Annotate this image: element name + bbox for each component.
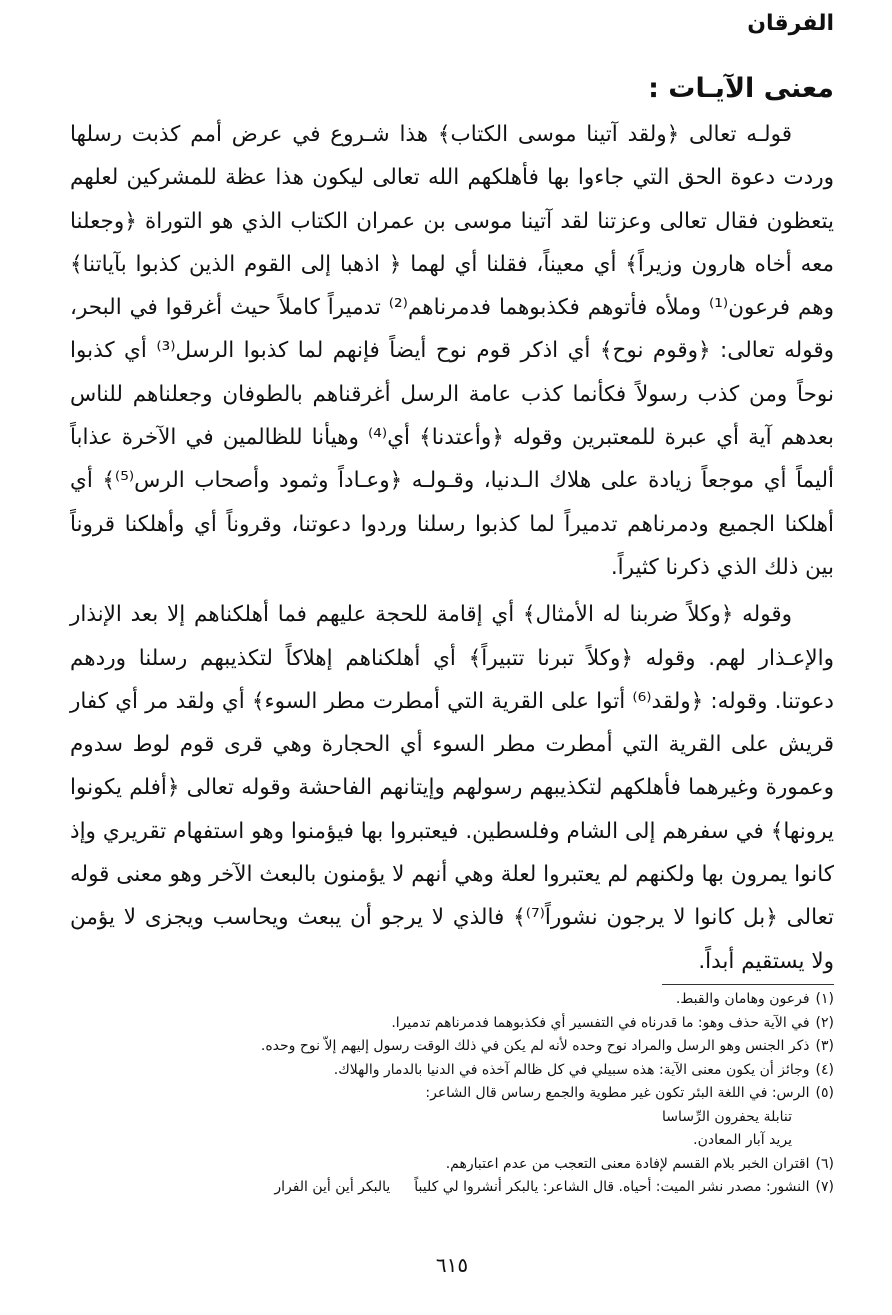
footnote-number: (٦): [815, 1155, 834, 1172]
footnote-text-end: يالبكر أين أين الفرار: [274, 1179, 391, 1195]
footnote-text: اقتران الخبر بلام القسم لإفادة معنى التعجب من عدم اعتبارهم.: [445, 1155, 810, 1172]
footnote-number: (٤): [815, 1061, 834, 1078]
footnote: [70, 1153, 834, 1177]
footnote-number: (٥): [815, 1085, 834, 1101]
footnote: [70, 1176, 834, 1200]
footnote-text: الرس: في اللغة البئر تكون غير مطوية والجمع رساس قال الشاعر:: [425, 1085, 810, 1101]
running-head: الفرقان: [747, 11, 834, 36]
footnote-number: (٢): [815, 1014, 834, 1031]
footnote-text: النشور: مصدر نشر الميت: أحياه. قال الشاعر: يالبكر أنشروا لي كليباً: [414, 1179, 810, 1195]
footnote-text: في الآية حذف وهو: ما قدرناه في التفسير أي فكذبوهما فدمرناهم تدميرا.: [391, 1014, 810, 1031]
paragraph: وقوله ﴿وكلاً ضربنا له الأمثال﴾ أي إقامة للحجة عليهم فما أهلكناهم إلا بعد الإنذار والإعـذار لهم. وقوله ﴿وكلاً تبرنا تتبيراً﴾ أي أهلكناهم إهلاكاً لتكذيبهم رسلنا وردهم دعوتنا. وقوله: ﴿ولقد⁽⁶⁾ أتوا على القرية التي أمطرت مطر السوء﴾ أي ولقد مر أي كفار قريش على القرية التي أمطرت مطر السوء أي الحجارة وهي قرى قوم لوط سدوم وعمورة وغيرهما فأهلكهم لتكذيبهم رسولهم وإيتانهم الفاحشة وقوله تعالى ﴿أفلم يكونوا يرونها﴾ في سفرهم إلى الشام وفلسطين. فيعتبروا بها فيؤمنوا وهو استفهام تقريري وإذ كانوا يمرون بها ولكنهم لم يعتبروا لعلة وهي أنهم لا يؤمنون بالبعث الآخر وهو معنى قوله تعالى ﴿بل كانوا لا يرجون نشوراً⁽⁷⁾﴾ فالذي لا يرجو أن يبعث ويحاسب ويجزى لا يؤمن ولا يستقيم أبداً.: [70, 602, 835, 974]
footnote: [70, 1059, 834, 1083]
body-text: [70, 113, 834, 983]
poem-line: تنابلة يحفرون الرِّساسا: [662, 1108, 792, 1125]
footnote-number: (٣): [815, 1038, 834, 1054]
footnote-text: فرعون وهامان والقبط.: [675, 991, 810, 1007]
footnotes: [70, 988, 834, 1200]
footnote-number: (١): [815, 991, 834, 1007]
paragraph: قولـه تعالى ﴿ولقد آتينا موسى الكتاب﴾ هذا شـروع في عرض أمم كذبت رسلها وردت دعوة الحق التي جاءوا بها فأهلكهم الله تعالى ليكون هذا عظة للمشركين لعلهم يتعظون فقال تعالى وعزتنا لقد آتينا موسى بن عمران الكتاب الذي هو التوراة ﴿وجعلنا معه أخاه هارون وزيراً﴾ أي معيناً، فقلنا أي لهما ﴿ اذهبا إلى القوم الذين كذبوا بآياتنا﴾ وهم فرعون⁽¹⁾ وملأه فأتوهم فكذبوهما فدمرناهم⁽²⁾ تدميراً كاملاً حيث أغرقوا في البحر، وقوله تعالى: ﴿وقوم نوح﴾ أي اذكر قوم نوح أيضاً فإنهم لما كذبوا الرسل⁽³⁾ أي كذبوا نوحاً ومن كذب رسولاً فكأنما كذب عامة الرسل أغرقناهم بالطوفان وجعلناهم للناس بعدهم آية أي عبرة للمعتبرين وقوله ﴿وأعتدنا﴾ أي⁽⁴⁾ وهيأنا للظالمين في الآخرة عذاباً أليماً أي موجعاً زيادة على هلاك الـدنيا، وقـولـه ﴿وعـاداً وثمود وأصحاب الرس⁽⁵⁾﴾ أي أهلكنا الجميع ودمرناهم تدميراً لما كذبوا رسلنا وردوا دعوتنا، وقروناً أي وأهلكنا قروناً بين ذلك الذي ذكرنا كثيراً.: [70, 122, 834, 580]
footnote-divider: [662, 984, 834, 985]
footnote: [70, 1012, 834, 1036]
book-page: [70, 0, 834, 1315]
footnote-number: (٧): [815, 1179, 834, 1195]
section-title: معنى الآيـات :: [648, 73, 834, 104]
footnote: [70, 988, 834, 1012]
footnote: [70, 1082, 834, 1106]
footnote: [70, 1035, 834, 1059]
footnote-text: وجائز أن يكون معنى الآية: هذه سبيلي في كل ظالم آخذه في الدنيا بالدمار والهلاك.: [333, 1061, 810, 1078]
page-number: ٦١٥: [435, 1253, 469, 1277]
poem-line: يريد آبار المعادن.: [693, 1132, 792, 1148]
footnote-text: ذكر الجنس وهو الرسل والمراد نوح وحده لأنه لم يكن في ذلك الوقت رسول إليهم إلاّ نوح وحده.: [260, 1038, 810, 1054]
